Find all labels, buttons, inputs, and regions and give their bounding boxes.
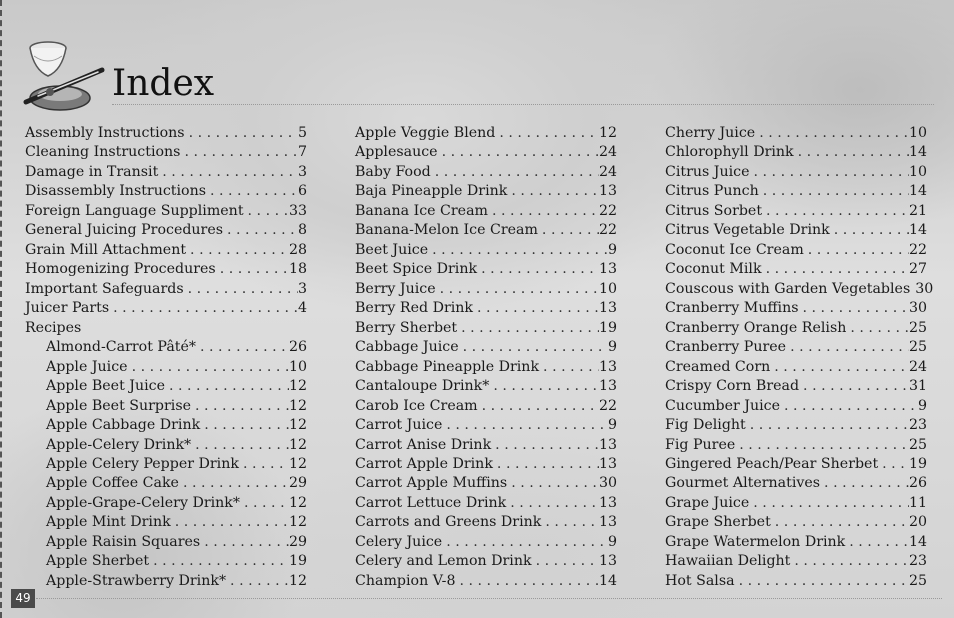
index-entry-page: 14 <box>908 222 927 239</box>
dot-leader <box>442 533 608 552</box>
index-entry-label: Grain Mill Attachment <box>25 241 187 258</box>
dot-leader <box>206 182 298 201</box>
index-entry-label: Citrus Sorbet <box>665 202 763 219</box>
dot-leader <box>507 182 599 201</box>
index-entry-page: 9 <box>607 241 617 258</box>
index-entry <box>355 436 617 455</box>
index-entry-page: 12 <box>288 572 307 589</box>
index-entry-label: Carob Ice Cream <box>355 397 478 414</box>
index-entry-label: Coconut Milk <box>665 261 762 278</box>
index-entry-label: Carrot Juice <box>355 417 443 434</box>
index-entry-page: 26 <box>288 339 307 356</box>
index-entry <box>355 455 617 474</box>
index-entry-label: Carrot Apple Drink <box>355 455 493 472</box>
dot-leader <box>538 221 599 240</box>
dot-leader <box>493 455 599 474</box>
index-entry <box>25 513 307 532</box>
dot-leader <box>442 416 608 435</box>
index-entry-page: 31 <box>908 378 927 395</box>
dot-leader <box>488 202 599 221</box>
index-entry <box>665 397 927 416</box>
index-entry <box>25 455 307 474</box>
dot-leader <box>186 241 289 260</box>
index-entry-label: Cleaning Instructions <box>25 144 181 161</box>
index-entry-page: 30 <box>915 280 934 297</box>
dot-leader <box>735 436 909 455</box>
dot-leader <box>799 299 909 318</box>
index-entry <box>25 280 307 299</box>
index-entry <box>355 319 617 338</box>
title-divider <box>112 104 934 105</box>
index-entry <box>25 182 307 201</box>
index-entry-label: Berry Red Drink <box>355 300 474 317</box>
dot-leader <box>820 474 909 493</box>
dot-leader <box>184 280 298 299</box>
dot-leader <box>541 513 599 532</box>
index-entry <box>355 124 617 143</box>
dot-leader <box>149 552 289 571</box>
index-entry <box>355 299 617 318</box>
index-entry-label: Crispy Corn Bread <box>665 378 800 395</box>
index-entry-label: Celery and Lemon Drink <box>355 553 532 570</box>
index-entry-page: 13 <box>598 436 617 453</box>
index-entry-page: 19 <box>288 553 307 570</box>
index-entry-page: 24 <box>598 144 617 161</box>
index-entry-page: 27 <box>908 261 927 278</box>
dot-leader <box>506 494 599 513</box>
index-entry-label: Damage in Transit <box>25 163 159 180</box>
dot-leader <box>759 182 909 201</box>
index-entry-page: 10 <box>598 280 617 297</box>
index-entry-page: 3 <box>297 163 307 180</box>
index-entry-page: 29 <box>288 475 307 492</box>
index-entry-label: Apple Cabbage Drink <box>46 417 201 434</box>
index-entry-page: 9 <box>917 397 927 414</box>
dot-leader <box>191 397 289 416</box>
index-entry <box>665 494 927 513</box>
index-entry-page: 10 <box>288 358 307 375</box>
dot-leader <box>200 533 289 552</box>
dot-leader <box>804 241 909 260</box>
index-entry <box>665 416 927 435</box>
dot-leader <box>171 513 289 532</box>
index-entry <box>355 221 617 240</box>
index-entry <box>665 260 927 279</box>
dot-leader <box>746 416 909 435</box>
index-entry-label: Apple-Celery Drink* <box>46 436 192 453</box>
index-entry <box>355 494 617 513</box>
index-entry-label: Foreign Language Suppliment <box>25 202 244 219</box>
dot-leader <box>457 319 599 338</box>
index-entry-page: 13 <box>598 455 617 472</box>
index-entry-label: Apple Mint Drink <box>46 514 171 531</box>
index-entry-page: 22 <box>598 397 617 414</box>
index-entry-label: Cherry Juice <box>665 125 756 141</box>
index-entry-page: 19 <box>598 319 617 336</box>
dot-leader <box>158 163 298 182</box>
index-entry <box>665 143 927 162</box>
dot-leader <box>846 319 909 338</box>
index-entry-label: Cabbage Juice <box>355 339 459 356</box>
index-entry-page: 13 <box>598 300 617 317</box>
dot-leader <box>491 436 599 455</box>
index-entry <box>355 358 617 377</box>
index-column-2 <box>355 124 617 591</box>
index-entry-label: Apple Raisin Squares <box>46 533 201 550</box>
index-entry-page: 12 <box>288 417 307 434</box>
index-entry-label: Grape Sherbet <box>665 514 771 531</box>
index-column-1 <box>25 124 307 591</box>
index-entry-page: 25 <box>908 319 927 336</box>
index-entry <box>355 182 617 201</box>
index-entry <box>665 241 927 260</box>
dot-leader <box>755 124 909 143</box>
dot-leader <box>455 572 598 591</box>
index-entry-page: 18 <box>288 261 307 278</box>
index-entry-page: 14 <box>908 533 927 550</box>
index-entry <box>25 377 307 396</box>
index-entry-page: 12 <box>288 397 307 414</box>
index-entry-label: Hot Salsa <box>665 572 735 589</box>
index-entry <box>25 533 307 552</box>
index-entry-label: Baby Food <box>355 163 431 180</box>
index-entry-page: 13 <box>598 183 617 200</box>
index-entry-label: Grape Watermelon Drink <box>665 533 846 550</box>
index-entry-label: Carrots and Greens Drink <box>355 514 542 531</box>
index-entry-label: Champion V-8 <box>355 572 456 589</box>
index-entry-page: 10 <box>908 163 927 180</box>
index-entry-label: Cranberry Muffins <box>665 300 799 317</box>
index-entry <box>25 221 307 240</box>
index-entry-label: Apple Juice <box>46 358 128 375</box>
index-entry <box>665 533 927 552</box>
index-entry-page: 14 <box>908 183 927 200</box>
index-entry-page: 25 <box>908 339 927 356</box>
index-entry <box>25 416 307 435</box>
index-entry-page: 13 <box>598 514 617 531</box>
dot-leader <box>532 552 599 571</box>
index-entry-page: 4 <box>297 300 307 317</box>
index-entry <box>355 513 617 532</box>
index-entry-label: Apple-Strawberry Drink* <box>46 572 227 589</box>
dot-leader <box>200 416 289 435</box>
index-entry-page: 7 <box>297 144 307 161</box>
index-entry-page: 12 <box>288 378 307 395</box>
index-entry-label: Apple Coffee Cake <box>46 475 179 492</box>
dot-leader <box>735 572 909 591</box>
index-entry-label: Assembly Instructions <box>25 125 185 141</box>
index-entry-page: 12 <box>288 455 307 472</box>
index-entry <box>665 455 927 474</box>
index-entry-page: 13 <box>598 378 617 395</box>
index-entry-page: 19 <box>908 455 927 472</box>
index-entry-page: 9 <box>607 417 617 434</box>
index-entry-page: 13 <box>598 358 617 375</box>
dot-leader <box>770 358 909 377</box>
index-entry-label: Gingered Peach/Pear Sherbet <box>665 455 879 472</box>
dot-leader <box>477 260 599 279</box>
index-entry-label: Applesauce <box>355 144 438 161</box>
index-entry-page: 22 <box>598 222 617 239</box>
index-entry <box>25 494 307 513</box>
index-entry <box>25 436 307 455</box>
index-entry-label: Important Safeguards <box>25 280 184 297</box>
index-entry-page: 13 <box>598 261 617 278</box>
index-entry <box>665 572 927 591</box>
dot-leader <box>128 358 289 377</box>
index-entry-page: 14 <box>598 572 617 589</box>
dot-leader <box>794 143 909 162</box>
index-entry-page: 8 <box>297 222 307 239</box>
index-entry <box>355 552 617 571</box>
index-entry-page: 13 <box>598 553 617 570</box>
index-entry <box>25 572 307 591</box>
dot-leader <box>780 397 918 416</box>
index-entry-page: 13 <box>598 494 617 511</box>
index-entry <box>355 163 617 182</box>
index-entry-page: 29 <box>288 533 307 550</box>
dot-leader <box>478 397 599 416</box>
index-entry-page: 24 <box>908 358 927 375</box>
page-edge-dashed-line <box>0 0 2 618</box>
index-entry <box>665 124 927 143</box>
index-entry-label: Carrot Anise Drink <box>355 436 492 453</box>
index-entry-page: 21 <box>908 202 927 219</box>
index-entry-label: Celery Juice <box>355 533 443 550</box>
dot-leader <box>799 377 909 396</box>
index-entry-page: 12 <box>288 436 307 453</box>
index-entry-label: Carrot Lettuce Drink <box>355 494 507 511</box>
index-entry-label: Banana-Melon Ice Cream <box>355 222 538 239</box>
index-entry <box>25 163 307 182</box>
index-entry <box>665 552 927 571</box>
index-entry-page: 14 <box>908 144 927 161</box>
index-entry-label: Apple Beet Surprise <box>46 397 191 414</box>
index-entry-label: Juicer Parts <box>25 300 110 317</box>
dot-leader <box>180 143 298 162</box>
index-entry-label: Berry Juice <box>355 280 436 297</box>
index-entry <box>355 202 617 221</box>
index-entry-label: Citrus Juice <box>665 163 750 180</box>
dot-leader <box>165 377 289 396</box>
index-entry-label: Cranberry Puree <box>665 339 787 356</box>
dot-leader <box>749 494 909 513</box>
index-entry <box>355 397 617 416</box>
dot-leader <box>845 533 909 552</box>
index-entry <box>355 377 617 396</box>
index-entry-label: General Juicing Procedures <box>25 222 224 239</box>
dot-leader <box>762 260 909 279</box>
page-number-badge: 49 <box>11 589 35 608</box>
index-entry-label: Berry Sherbet <box>355 319 458 336</box>
index-entry <box>25 358 307 377</box>
index-entry-label: Citrus Punch <box>665 183 759 200</box>
index-entry <box>665 202 927 221</box>
dot-leader <box>226 572 289 591</box>
dot-leader <box>244 202 289 221</box>
dot-leader <box>489 377 599 396</box>
index-column-3 <box>665 124 934 591</box>
index-entry <box>665 377 927 396</box>
index-entry <box>665 319 927 338</box>
index-entry-page: 33 <box>288 202 307 219</box>
index-entry-page: 9 <box>607 339 617 356</box>
index-entry-label: Cranberry Orange Relish <box>665 319 847 336</box>
index-heading <box>25 319 307 338</box>
index-entry-page: 28 <box>288 241 307 258</box>
dot-leader <box>459 338 608 357</box>
index-entry <box>355 474 617 493</box>
index-entry-label: Recipes <box>25 319 82 336</box>
index-entry-label: Cantaloupe Drink* <box>355 378 490 395</box>
index-entry-label: Citrus Vegetable Drink <box>665 222 830 239</box>
index-entry-page: 30 <box>908 300 927 317</box>
dot-leader <box>762 202 909 221</box>
index-entry <box>665 163 927 182</box>
index-entry-page: 12 <box>288 514 307 531</box>
index-entry <box>355 338 617 357</box>
dot-leader <box>473 299 599 318</box>
dot-leader <box>878 455 909 474</box>
index-entry <box>25 202 307 221</box>
index-entry <box>665 513 927 532</box>
dot-leader <box>109 299 298 318</box>
index-entry-label: Carrot Apple Muffins <box>355 475 508 492</box>
dot-leader <box>495 124 599 143</box>
dot-leader <box>786 338 909 357</box>
index-entry <box>665 338 927 357</box>
dot-leader <box>179 474 289 493</box>
index-entry-page: 12 <box>598 125 617 141</box>
index-entry <box>25 241 307 260</box>
dot-leader <box>428 241 608 260</box>
index-entry-page: 11 <box>908 494 927 511</box>
dot-leader <box>239 455 289 474</box>
dot-leader <box>539 358 599 377</box>
index-entry <box>665 299 927 318</box>
footer-divider <box>36 598 942 599</box>
index-entry-page: 25 <box>908 572 927 589</box>
index-entry-label: Creamed Corn <box>665 358 771 375</box>
index-entry-label: Cabbage Pineapple Drink <box>355 358 540 375</box>
index-entry-page: 9 <box>607 533 617 550</box>
dot-leader <box>240 494 289 513</box>
index-entry-label: Apple-Grape-Celery Drink* <box>46 494 240 511</box>
index-entry-page: 5 <box>297 125 307 141</box>
index-entry <box>355 572 617 591</box>
dot-leader <box>436 280 599 299</box>
index-entry <box>25 124 307 143</box>
index-entry-label: Apple Celery Pepper Drink <box>46 455 239 472</box>
dot-leader <box>191 436 289 455</box>
index-entry-label: Couscous with Garden Vegetables <box>665 280 911 297</box>
index-entry-page: 6 <box>297 183 307 200</box>
index-entry-page: 3 <box>297 280 307 297</box>
dot-leader <box>196 338 289 357</box>
dot-leader <box>790 552 909 571</box>
index-entry-label: Chlorophyll Drink <box>665 144 794 161</box>
dot-leader <box>830 221 909 240</box>
index-entry <box>355 143 617 162</box>
index-entry-label: Beet Juice <box>355 241 429 258</box>
index-entry <box>25 143 307 162</box>
juice-glass-logo-icon <box>20 36 106 116</box>
index-entry-page: 26 <box>908 475 927 492</box>
index-entry-label: Cucumber Juice <box>665 397 781 414</box>
index-entry-label: Fig Delight <box>665 417 746 434</box>
index-entry-page: 22 <box>908 241 927 258</box>
index-entry-page: 20 <box>908 514 927 531</box>
index-entry <box>355 280 617 299</box>
index-entry <box>25 338 307 357</box>
index-entry-label: Baja Pineapple Drink <box>355 183 508 200</box>
dot-leader <box>507 474 599 493</box>
index-entry <box>355 533 617 552</box>
index-entry <box>665 358 927 377</box>
dot-leader <box>771 513 909 532</box>
index-entry-label: Banana Ice Cream <box>355 202 488 219</box>
index-entry-page: 22 <box>598 202 617 219</box>
index-entry <box>25 474 307 493</box>
index-entry-page: 24 <box>598 163 617 180</box>
index-entry-label: Beet Spice Drink <box>355 261 478 278</box>
index-entry <box>25 260 307 279</box>
index-entry-label: Apple Beet Juice <box>46 378 165 395</box>
index-entry-label: Disassembly Instructions <box>25 183 206 200</box>
index-entry <box>355 260 617 279</box>
index-entry-page: 23 <box>908 417 927 434</box>
index-entry <box>665 280 934 299</box>
index-entry-label: Apple Veggie Blend <box>355 125 496 141</box>
index-entry <box>665 474 927 493</box>
index-entry-label: Almond-Carrot Pâté* <box>46 339 196 356</box>
index-entry-page: 10 <box>908 125 927 141</box>
index-entry-page: 30 <box>598 475 617 492</box>
index-entry <box>25 397 307 416</box>
index-entry-label: Grape Juice <box>665 494 750 511</box>
index-entry <box>355 241 617 260</box>
index-entry <box>355 416 617 435</box>
index-entry <box>665 221 927 240</box>
index-entry-page: 23 <box>908 553 927 570</box>
dot-leader <box>223 221 298 240</box>
index-entry-page: 25 <box>908 436 927 453</box>
index-entry-label: Apple Sherbet <box>46 553 150 570</box>
index-entry <box>25 552 307 571</box>
index-entry-page: 12 <box>288 494 307 511</box>
index-entry-label: Coconut Ice Cream <box>665 241 804 258</box>
index-entry <box>665 182 927 201</box>
dot-leader <box>750 163 909 182</box>
index-entry-label: Hawaiian Delight <box>665 553 791 570</box>
dot-leader <box>216 260 289 279</box>
index-entry <box>25 299 307 318</box>
dot-leader <box>431 163 599 182</box>
dot-leader <box>185 124 298 143</box>
page-title: Index <box>112 63 215 104</box>
dot-leader <box>438 143 599 162</box>
index-entry-label: Homogenizing Procedures <box>25 261 216 278</box>
index-entry <box>665 436 927 455</box>
index-entry-label: Fig Puree <box>665 436 736 453</box>
index-entry-label: Gourmet Alternatives <box>665 475 821 492</box>
